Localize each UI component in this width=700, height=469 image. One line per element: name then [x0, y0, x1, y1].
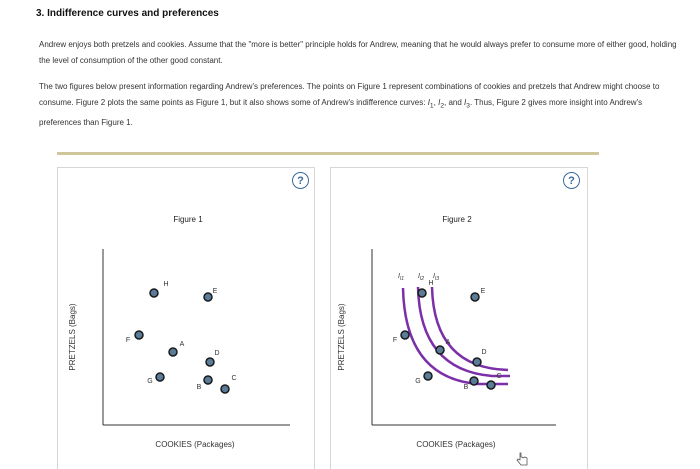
- figure1-point-label-f: F: [125, 337, 131, 344]
- figure1-help-button[interactable]: ?: [292, 172, 309, 189]
- figure1-ylabel: PRETZELS (Bags): [68, 303, 77, 371]
- figure1-title: Figure 1: [173, 215, 203, 224]
- figure1-xlabel: COOKIES (Packages): [155, 440, 235, 449]
- figure1-point-label-h: H: [163, 281, 169, 288]
- figure2-point-a: [436, 346, 444, 354]
- figure2-point-c: [487, 381, 495, 389]
- figure2-title: Figure 2: [442, 215, 472, 224]
- figure1-point-label-c: C: [231, 375, 237, 382]
- figure2-point-label-f: F: [392, 337, 398, 344]
- figures-paragraph: The two figures below present information regarding Andrew's preferences. The points on Figure 1 represent combinations of cookies and pretzels that Andrew might choose to consume. Figure 2 plots the same points as Figure 1, but it also shows some of Andrew's indifference curves: $I_1$, $I_2$, and $I_3$. Thus, Figure 2 gives more insight into Andrew's preferences than Figure 1.: [39, 82, 660, 127]
- figure2-point-d: [473, 358, 481, 366]
- curve-label-i1: $I_{I1}$: [397, 273, 405, 282]
- figure2-point-label-e: E: [480, 288, 486, 295]
- figure1-point-c: [221, 385, 229, 393]
- figure1-point-label-a: A: [179, 341, 185, 348]
- figure1-point-label-d: D: [214, 350, 220, 357]
- figure1-point-h: [150, 289, 158, 297]
- figure1-point-label-e: E: [212, 288, 218, 295]
- figure2-xlabel: COOKIES (Packages): [416, 440, 496, 449]
- hand-cursor-icon: [516, 452, 528, 466]
- figure1-point-b: [204, 376, 212, 384]
- question-title: 3. Indifference curves and preferences: [36, 8, 219, 19]
- figure2-point-b: [470, 377, 478, 385]
- figure2-ylabel: PRETZELS (Bags): [337, 303, 346, 371]
- figure1-point-label-g: G: [147, 378, 153, 385]
- figure2-point-label-c: C: [496, 373, 502, 380]
- figure2-point-label-g: G: [415, 378, 421, 385]
- figure1-point-f: [135, 331, 143, 339]
- figure2-point-h: [418, 289, 426, 297]
- figure1-point-d: [206, 358, 214, 366]
- figure2-point-label-h: H: [428, 280, 434, 287]
- figure2-point-label-d: D: [481, 349, 487, 356]
- figure2-point-label-a: A: [445, 339, 451, 346]
- figure2-point-label-b: B: [463, 384, 469, 391]
- intro-paragraph: Andrew enjoys both pretzels and cookies. Assume that the "more is better" principle holds for Andrew, meaning that he would always prefer to consume more of either good, holding the level of consumption of the other good constant.: [39, 40, 677, 65]
- figure2-point-f: [401, 331, 409, 339]
- figure2-point-e: [471, 293, 479, 301]
- figure1-point-label-b: B: [196, 384, 202, 391]
- figure1-point-e: [204, 293, 212, 301]
- curve-label-i3: $I_{I3}$: [432, 273, 440, 282]
- figure2-help-button[interactable]: ?: [563, 172, 580, 189]
- figure1-point-a: [169, 348, 177, 356]
- figure2-point-g: [424, 372, 432, 380]
- curve-label-i2: $I_{I2}$: [417, 273, 425, 282]
- figure1-point-g: [156, 373, 164, 381]
